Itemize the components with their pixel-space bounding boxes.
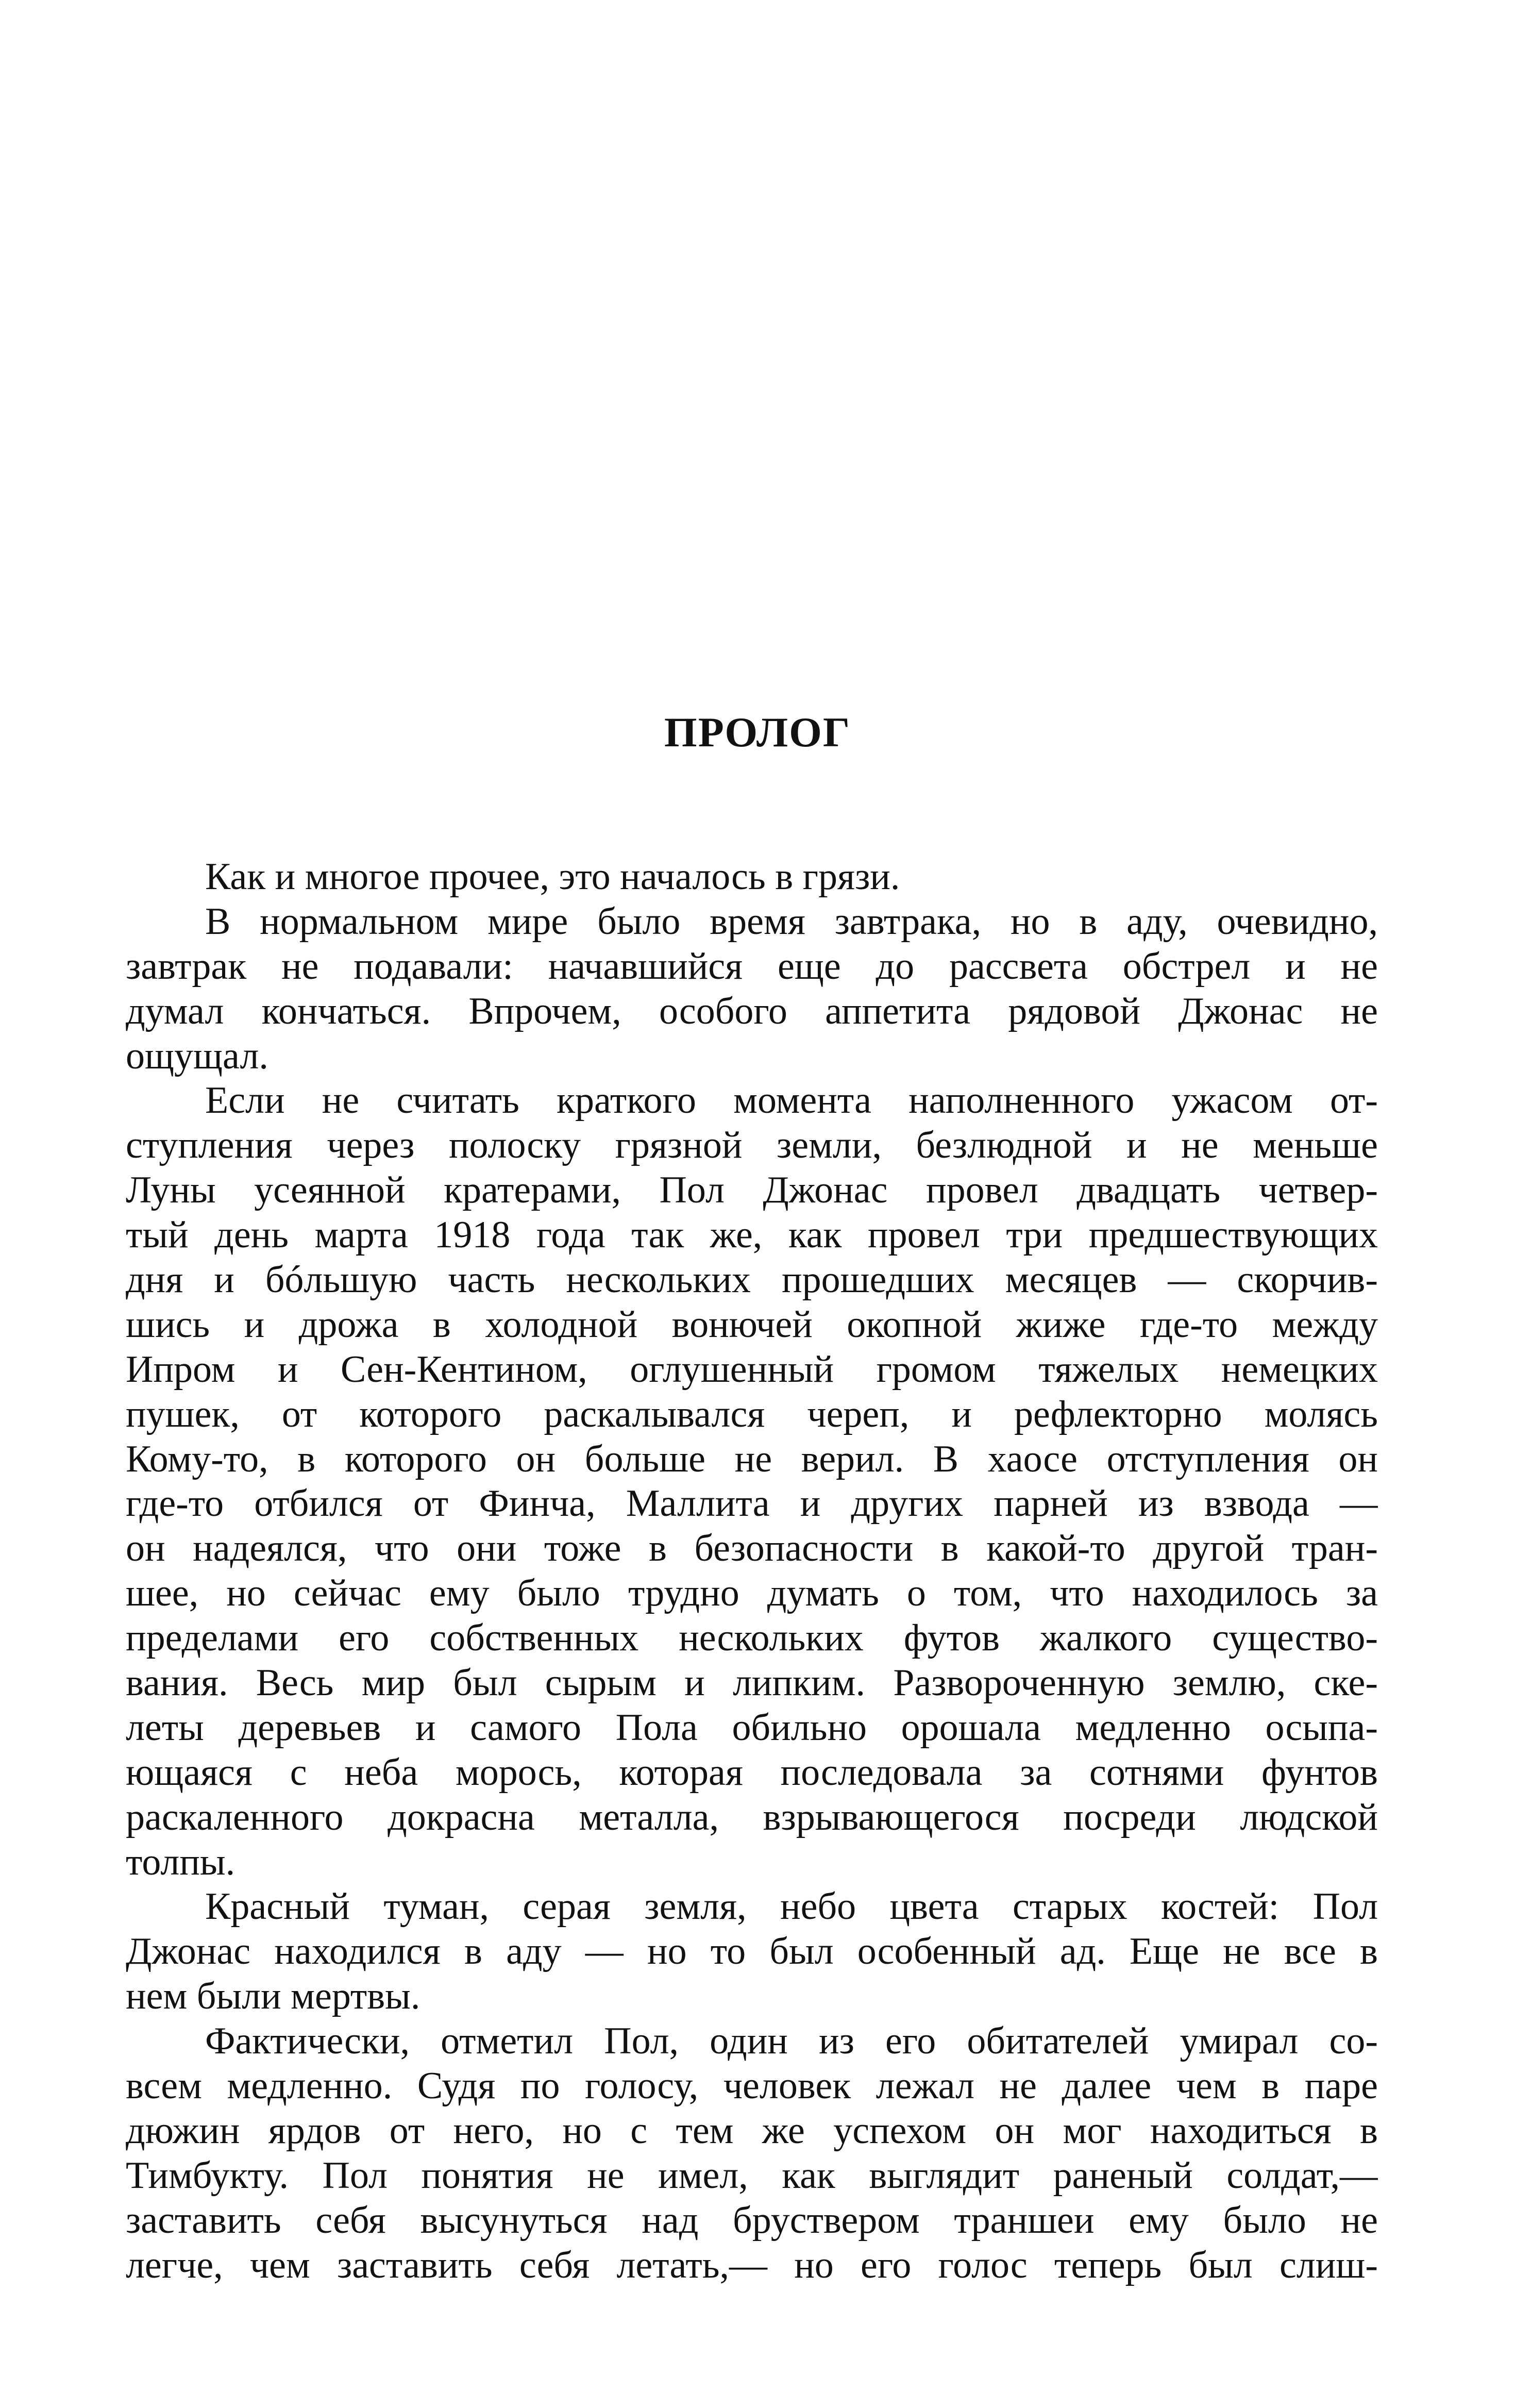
text-line: заставить себя высунуться над бруствером траншеи ему было не	[126, 2199, 1378, 2242]
text-line: дюжин ярдов от него, но с тем же успехом он мог находиться в	[126, 2109, 1378, 2152]
text-line: раскаленного докрасна металла, взрывающегося посреди людской	[126, 1796, 1378, 1838]
text-line: Тимбукту. Пол понятия не имел, как выглядит раненый солдат,—	[126, 2154, 1378, 2197]
chapter-title: ПРОЛОГ	[664, 709, 851, 756]
text-line: ощущал.	[126, 1034, 268, 1077]
text-line: вания. Весь мир был сырым и липким. Развороченную землю, ске-	[126, 1662, 1378, 1704]
text-line: толпы.	[126, 1841, 235, 1883]
paragraph	[126, 1078, 1378, 1884]
paragraph	[126, 1884, 1378, 2019]
paragraph	[126, 2019, 1378, 2287]
text-line: Фактически, отметил Пол, один из его обитателей умирал со-	[205, 2020, 1378, 2063]
text-line: Луны усеянной кратерами, Пол Джонас провел двадцать четвер-	[126, 1169, 1378, 1212]
text-line: где-то отбился от Финча, Маллита и других парней из взвода —	[126, 1482, 1378, 1525]
text-line: дня и бóльшую часть нескольких прошедших месяцев — скорчив-	[126, 1259, 1378, 1301]
text-line: шее, но сейчас ему было трудно думать о том, что находилось за	[126, 1572, 1378, 1615]
text-line: легче, чем заставить себя летать,— но его голос теперь был слиш-	[126, 2244, 1378, 2286]
text-line: Ипром и Сен-Кентином, оглушенный громом тяжелых немецких	[126, 1348, 1378, 1391]
paragraph	[126, 855, 1378, 899]
text-line: леты деревьев и самого Пола обильно орошала медленно осыпа-	[126, 1706, 1378, 1749]
text-line: Джонас находился в аду — но то был особенный ад. Еще не все в	[126, 1930, 1378, 1973]
text-line: ступления через полоску грязной земли, безлюдной и не меньше	[126, 1124, 1378, 1167]
body-text	[126, 855, 1378, 2288]
text-line: пушек, от которого раскалывался череп, и рефлекторно молясь	[126, 1393, 1378, 1435]
text-line: В нормальном мире было время завтрака, но в аду, очевидно,	[205, 900, 1378, 943]
text-line: шись и дрожа в холодной вонючей окопной жиже где-то между	[126, 1303, 1378, 1346]
text-line: Красный туман, серая земля, небо цвета старых костей: Пол	[205, 1885, 1378, 1928]
text-line: думал кончаться. Впрочем, особого аппетита рядовой Джонас не	[126, 990, 1378, 1032]
text-line: он надеялся, что они тоже в безопасности в какой-то другой тран-	[126, 1527, 1378, 1570]
text-line: нем были мертвы.	[126, 1975, 420, 2018]
text-line: Если не считать краткого момента наполненного ужасом от-	[205, 1079, 1378, 1122]
paragraph	[126, 899, 1378, 1079]
text-line: завтрак не подавали: начавшийся еще до рассвета обстрел и не	[126, 945, 1378, 988]
text-line: всем медленно. Судя по голосу, человек лежал не далее чем в паре	[126, 2065, 1378, 2108]
text-line: пределами его собственных нескольких футов жалкого существо-	[126, 1617, 1378, 1660]
text-line: ющаяся с неба морось, которая последовала за сотнями фунтов	[126, 1751, 1378, 1794]
text-line: тый день марта 1918 года так же, как провел три предшествующих	[126, 1214, 1378, 1257]
text-line: Как и многое прочее, это началось в грязи.	[205, 856, 900, 898]
text-line: Кому-то, в которого он больше не верил. В хаосе отступления он	[126, 1437, 1378, 1480]
